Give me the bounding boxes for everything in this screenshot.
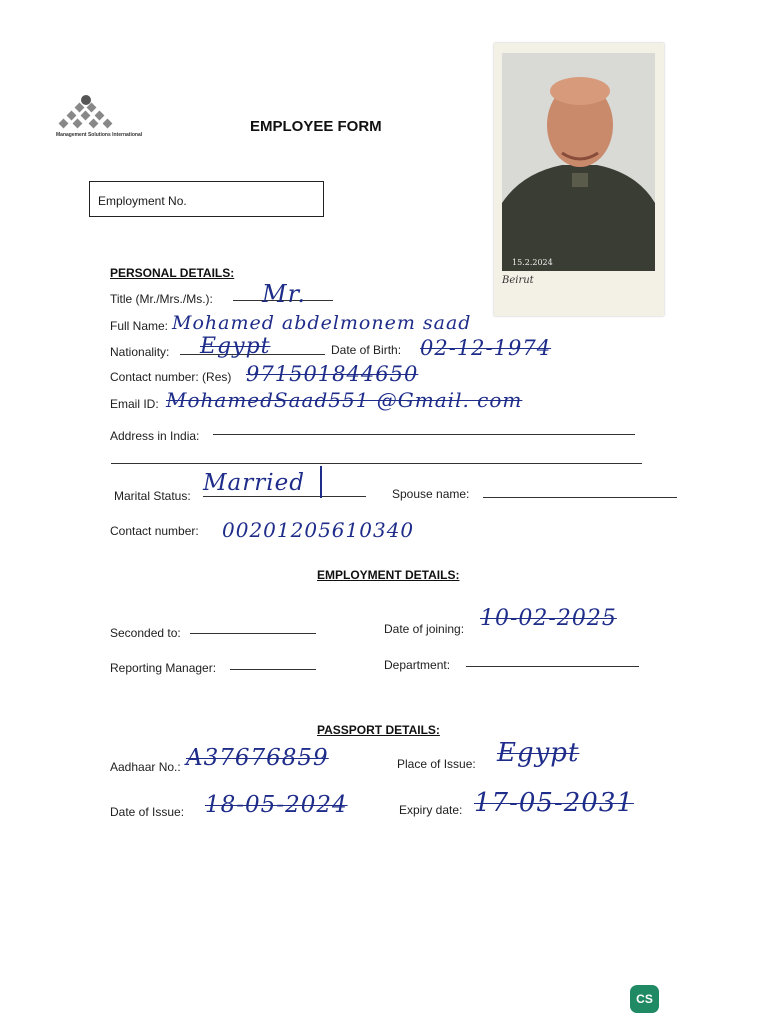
camscanner-badge: CS: [630, 985, 659, 1013]
address-line-2[interactable]: [111, 463, 642, 464]
date-of-joining-label: Date of joining:: [384, 622, 465, 636]
company-logo: [56, 94, 176, 144]
dob-value[interactable]: 02-12-1974: [420, 336, 552, 360]
form-title: EMPLOYEE FORM: [250, 118, 382, 135]
date-of-issue-value[interactable]: 18-05-2024: [205, 792, 348, 818]
expiry-date-value[interactable]: 17-05-2031: [474, 788, 634, 818]
contact-number-label: Contact number:: [110, 524, 199, 538]
company-name: Management Solutions International: [56, 132, 143, 138]
date-of-joining-value[interactable]: 10-02-2025: [480, 606, 617, 631]
personal-details-heading: PERSONAL DETAILS:: [110, 266, 235, 280]
place-of-issue-value[interactable]: Egypt: [497, 738, 580, 768]
email-label: Email ID:: [110, 397, 159, 411]
aadhaar-no-label: Aadhaar No.:: [110, 760, 181, 774]
department-line[interactable]: [466, 666, 639, 667]
seconded-to-label: Seconded to:: [110, 626, 181, 640]
email-value[interactable]: MohamedSaad551 @Gmail. com: [166, 388, 523, 412]
contact-res-label: Contact number: (Res): [110, 370, 232, 384]
marital-mark: [320, 466, 322, 498]
photo-date-stamp: 15.2.2024: [512, 258, 553, 267]
employment-details-heading: EMPLOYMENT DETAILS:: [317, 568, 460, 582]
portrait-image: [502, 53, 655, 271]
expiry-date-label: Expiry date:: [399, 803, 463, 817]
aadhaar-no-value[interactable]: A37676859: [186, 745, 329, 771]
spouse-name-line[interactable]: [483, 497, 677, 498]
date-of-issue-label: Date of Issue:: [110, 805, 185, 819]
photo-studio-mark: Beirut: [502, 275, 534, 286]
contact-number-value[interactable]: 00201205610340: [222, 518, 415, 542]
diamond-grid-icon: [56, 94, 116, 132]
employment-no-field[interactable]: [89, 181, 324, 217]
reporting-manager-label: Reporting Manager:: [110, 661, 217, 675]
full-name-value[interactable]: Mohamed abdelmonem saad: [172, 312, 472, 334]
seconded-to-line[interactable]: [190, 633, 316, 634]
employee-photo: [494, 43, 664, 316]
address-line-1[interactable]: [213, 434, 635, 435]
department-label: Department:: [384, 658, 451, 672]
title-value[interactable]: Mr.: [262, 280, 307, 308]
employment-no-label: Employment No.: [98, 194, 187, 208]
reporting-manager-line[interactable]: [230, 669, 316, 670]
dob-label: Date of Birth:: [331, 343, 402, 357]
address-label: Address in India:: [110, 429, 200, 443]
contact-res-value[interactable]: 971501844650: [246, 362, 419, 386]
title-label: Title (Mr./Mrs./Ms.):: [110, 292, 213, 306]
marital-status-label: Marital Status:: [114, 489, 191, 503]
place-of-issue-label: Place of Issue:: [397, 757, 476, 771]
spouse-name-label: Spouse name:: [392, 487, 470, 501]
nationality-value[interactable]: Egypt: [200, 334, 271, 359]
nationality-label: Nationality:: [110, 345, 170, 359]
marital-status-line: [203, 496, 366, 497]
marital-status-value[interactable]: Married: [203, 470, 305, 496]
full-name-label: Full Name:: [110, 319, 169, 333]
passport-details-heading: PASSPORT DETAILS:: [317, 723, 440, 737]
